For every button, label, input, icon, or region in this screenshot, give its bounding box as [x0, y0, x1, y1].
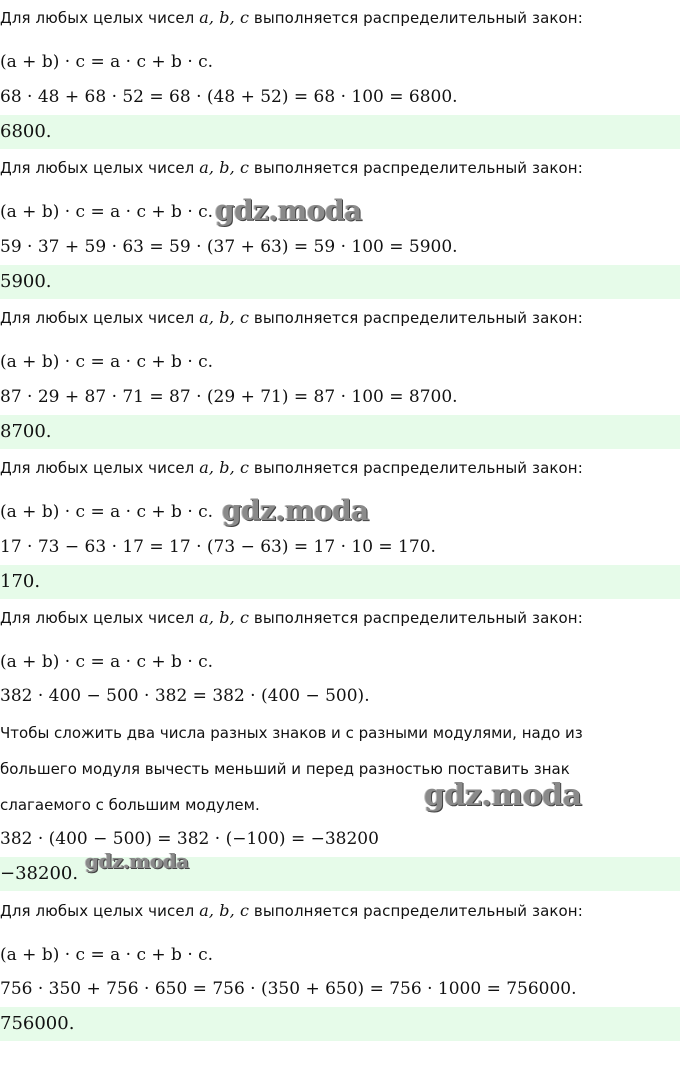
rule-text-line: большего модуля вычесть меньший и перед разностью поставить знак [0, 760, 570, 778]
intro-vars: a, b, c [199, 308, 250, 327]
intro-tail: выполняется распределительный закон: [253, 309, 583, 327]
intro-lead: Для любых целых чисел [0, 609, 195, 627]
calc-line: 756 · 350 + 756 · 650 = 756 · (350 + 650) = 756 · 1000 = 756000. [0, 979, 577, 999]
watermark-logo: gdz.moda [424, 778, 582, 813]
law-formula: (a + b) · c = a · c + b · c. [0, 502, 214, 522]
intro-lead: Для любых целых чисел [0, 459, 195, 477]
calc-line: 68 · 48 + 68 · 52 = 68 · (48 + 52) = 68 · 100 = 6800. [0, 87, 458, 107]
intro-text [0, 158, 680, 177]
answer-row: 6800. [0, 115, 680, 149]
intro-tail: выполняется распределительный закон: [253, 159, 583, 177]
law-formula: (a + b) · c = a · c + b · c. [0, 945, 214, 965]
intro-lead: Для любых целых чисел [0, 159, 195, 177]
calc-line: 382 · 400 − 500 · 382 = 382 · (400 − 500). [0, 686, 370, 706]
answer-row: −38200. [0, 857, 680, 891]
rule-text-line: слагаемого с большим модулем. [0, 796, 260, 814]
intro-tail: выполняется распределительный закон: [253, 9, 583, 27]
intro-lead: Для любых целых чисел [0, 902, 195, 920]
intro-text [0, 8, 680, 27]
intro-vars: a, b, c [199, 608, 250, 627]
law-formula: (a + b) · c = a · c + b · c. [0, 52, 214, 72]
intro-vars: a, b, c [199, 158, 250, 177]
watermark-logo: gdz.moda [85, 849, 189, 873]
law-formula: (a + b) · c = a · c + b · c. [0, 652, 214, 672]
intro-vars: a, b, c [199, 901, 250, 920]
intro-lead: Для любых целых чисел [0, 9, 195, 27]
intro-text [0, 608, 680, 627]
intro-tail: выполняется распределительный закон: [253, 609, 583, 627]
answer-row: 170. [0, 565, 680, 599]
law-formula: (a + b) · c = a · c + b · c. [0, 352, 214, 372]
calc-line: 17 · 73 − 63 · 17 = 17 · (73 − 63) = 17 · 10 = 170. [0, 537, 436, 557]
intro-vars: a, b, c [199, 458, 250, 477]
intro-lead: Для любых целых чисел [0, 309, 195, 327]
watermark-logo: gdz.moda [222, 494, 369, 527]
watermark-logo: gdz.moda [215, 194, 362, 227]
intro-text [0, 901, 680, 920]
intro-vars: a, b, c [199, 8, 250, 27]
answer-row: 8700. [0, 415, 680, 449]
intro-tail: выполняется распределительный закон: [253, 459, 583, 477]
law-formula: (a + b) · c = a · c + b · c. [0, 202, 214, 222]
calc-line: 59 · 37 + 59 · 63 = 59 · (37 + 63) = 59 · 100 = 5900. [0, 237, 458, 257]
intro-tail: выполняется распределительный закон: [253, 902, 583, 920]
intro-text [0, 308, 680, 327]
answer-row: 5900. [0, 265, 680, 299]
intro-text [0, 458, 680, 477]
calc-line: 382 · (400 − 500) = 382 · (−100) = −38200 [0, 829, 379, 849]
rule-text-line: Чтобы сложить два числа разных знаков и с разными модулями, надо из [0, 724, 583, 742]
answer-row: 756000. [0, 1007, 680, 1041]
calc-line: 87 · 29 + 87 · 71 = 87 · (29 + 71) = 87 · 100 = 8700. [0, 387, 458, 407]
